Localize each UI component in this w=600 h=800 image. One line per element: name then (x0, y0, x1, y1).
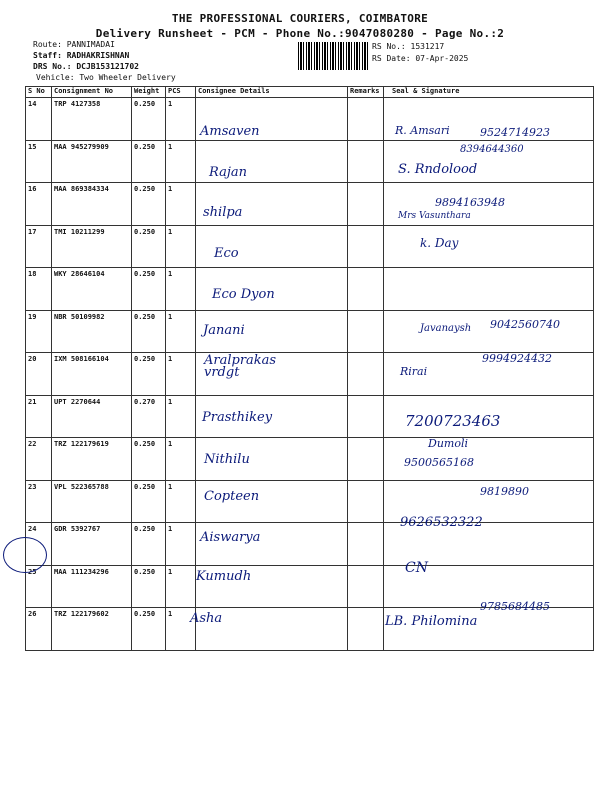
cell-consignment: GDR 5392767 (52, 523, 132, 566)
cell-pcs: 1 (166, 268, 196, 311)
handwritten-signature: LB. Philomina (385, 614, 478, 629)
col-weight: Weight (132, 87, 166, 98)
table-row (26, 225, 594, 268)
table-row (26, 395, 594, 438)
handwritten-signature: k. Day (420, 236, 459, 250)
cell-remarks (348, 353, 384, 396)
handwritten-signature: S. Rndolood (398, 162, 478, 177)
handwritten-phone: 9819890 (480, 485, 529, 498)
cell-pcs: 1 (166, 98, 196, 141)
cell-consignment: MAA 945279909 (52, 140, 132, 183)
handwritten-name: Janani (203, 323, 245, 338)
cell-weight: 0.250 (132, 480, 166, 523)
table-row (26, 523, 594, 566)
drs-number: DRS No.: DCJB153121702 (33, 62, 139, 71)
table-row (26, 438, 594, 481)
staff-label: Staff: RADHAKRISHNAN (33, 51, 130, 60)
handwritten-name: Eco Dyon (212, 287, 275, 302)
cell-weight: 0.250 (132, 183, 166, 226)
handwritten-name: Copteen (204, 489, 260, 504)
handwritten-phone: 9042560740 (490, 318, 560, 331)
col-remarks: Remarks (348, 87, 384, 98)
cell-consignment: VPL 522365788 (52, 480, 132, 523)
cell-remarks (348, 608, 384, 651)
cell-consignment: UPT 2270644 (52, 395, 132, 438)
cell-consignment: TRZ 122179602 (52, 608, 132, 651)
handwritten-phone: 9524714923 (480, 126, 550, 139)
cell-sno: 18 (26, 268, 52, 311)
cell-weight: 0.250 (132, 98, 166, 141)
cell-sno: 16 (26, 183, 52, 226)
col-signature: Seal & Signature (384, 87, 594, 98)
cell-sno: 19 (26, 310, 52, 353)
handwritten-signature: R. Amsari (395, 124, 450, 137)
cell-consignment: WKY 28646104 (52, 268, 132, 311)
cell-remarks (348, 395, 384, 438)
handwritten-note: Mrs Vasunthara (398, 211, 471, 221)
ink-circle-mark (3, 537, 47, 573)
cell-remarks (348, 268, 384, 311)
runsheet-subtitle: Delivery Runsheet - PCM - Phone No.:9047080280 - Page No.:2 (95, 27, 505, 40)
cell-signature (384, 310, 594, 353)
handwritten-name: Amsaven (200, 124, 260, 139)
handwritten-name: Nithilu (204, 452, 250, 467)
cell-consignment: TRP 4127358 (52, 98, 132, 141)
cell-weight: 0.250 (132, 225, 166, 268)
handwritten-signature: CN (405, 560, 428, 576)
cell-consignment: MAA 111234296 (52, 565, 132, 608)
handwritten-phone: 9500565168 (404, 456, 474, 469)
route-label: Route: PANNIMADAI (33, 40, 115, 49)
cell-weight: 0.250 (132, 565, 166, 608)
handwritten-name: Aiswarya (200, 530, 261, 545)
cell-remarks (348, 98, 384, 141)
cell-remarks (348, 225, 384, 268)
cell-weight: 0.270 (132, 395, 166, 438)
cell-sno: 15 (26, 140, 52, 183)
handwritten-phone: 7200723463 (405, 412, 501, 430)
handwritten-phone: 9785684485 (480, 600, 550, 613)
handwritten-phone: 9994924432 (482, 352, 552, 365)
table-header-row (26, 87, 594, 98)
handwritten-phone: 8394644360 (460, 144, 524, 155)
cell-weight: 0.250 (132, 310, 166, 353)
cell-remarks (348, 438, 384, 481)
handwritten-signature: Dumoli (428, 437, 468, 450)
cell-remarks (348, 310, 384, 353)
handwritten-name: Prasthikey (202, 410, 273, 425)
cell-pcs: 1 (166, 480, 196, 523)
cell-consignment: MAA 869384334 (52, 183, 132, 226)
cell-pcs: 1 (166, 183, 196, 226)
cell-weight: 0.250 (132, 608, 166, 651)
handwritten-signature: Rirai (400, 365, 428, 378)
cell-signature (384, 268, 594, 311)
handwritten-name: Kumudh (196, 569, 252, 584)
cell-sno: 21 (26, 395, 52, 438)
cell-weight: 0.250 (132, 353, 166, 396)
rs-number: RS No.: 1531217 (372, 42, 445, 51)
runsheet-table (25, 86, 594, 651)
cell-weight: 0.250 (132, 140, 166, 183)
cell-consignment: NBR 50109982 (52, 310, 132, 353)
company-title: THE PROFESSIONAL COURIERS, COIMBATORE (171, 12, 429, 25)
cell-pcs: 1 (166, 565, 196, 608)
handwritten-name: Asha (190, 611, 223, 626)
cell-pcs: 1 (166, 523, 196, 566)
cell-remarks (348, 480, 384, 523)
table-row (26, 268, 594, 311)
cell-remarks (348, 523, 384, 566)
col-sno: S No (26, 87, 52, 98)
handwritten-name: Rajan (209, 165, 247, 180)
cell-remarks (348, 565, 384, 608)
cell-pcs: 1 (166, 310, 196, 353)
handwritten-phone: 9626532322 (400, 515, 483, 530)
rs-date: RS Date: 07-Apr-2025 (372, 54, 469, 63)
col-pcs: PCS (166, 87, 196, 98)
barcode-image (298, 42, 368, 70)
cell-pcs: 1 (166, 353, 196, 396)
col-consignment: Consignment No (52, 87, 132, 98)
col-consignee: Consignee Details (196, 87, 348, 98)
cell-sno: 25 (26, 565, 52, 608)
handwritten-name: Aralprakas vrdgt (204, 353, 277, 380)
cell-consignment: TMI 10211299 (52, 225, 132, 268)
cell-pcs: 1 (166, 395, 196, 438)
cell-weight: 0.250 (132, 523, 166, 566)
cell-sno: 24 (26, 523, 52, 566)
cell-sno: 20 (26, 353, 52, 396)
cell-weight: 0.250 (132, 438, 166, 481)
cell-weight: 0.250 (132, 268, 166, 311)
cell-sno: 22 (26, 438, 52, 481)
cell-pcs: 1 (166, 438, 196, 481)
handwritten-name: shilpa (203, 205, 243, 220)
cell-sno: 17 (26, 225, 52, 268)
cell-consignment: IXM 508166104 (52, 353, 132, 396)
cell-signature (384, 225, 594, 268)
handwritten-signature: Javanaysh (420, 323, 472, 334)
cell-remarks (348, 183, 384, 226)
cell-sno: 23 (26, 480, 52, 523)
cell-pcs: 1 (166, 608, 196, 651)
cell-pcs: 1 (166, 140, 196, 183)
vehicle-label: Vehicle: Two Wheeler Delivery (36, 73, 176, 82)
table-row (26, 608, 594, 651)
cell-sno: 14 (26, 98, 52, 141)
cell-consignment: TRZ 122179619 (52, 438, 132, 481)
handwritten-name: Eco (214, 246, 239, 261)
cell-remarks (348, 140, 384, 183)
handwritten-phone: 9894163948 (435, 196, 505, 209)
cell-sno: 26 (26, 608, 52, 651)
table-row (26, 183, 594, 226)
cell-pcs: 1 (166, 225, 196, 268)
table-row (26, 310, 594, 353)
